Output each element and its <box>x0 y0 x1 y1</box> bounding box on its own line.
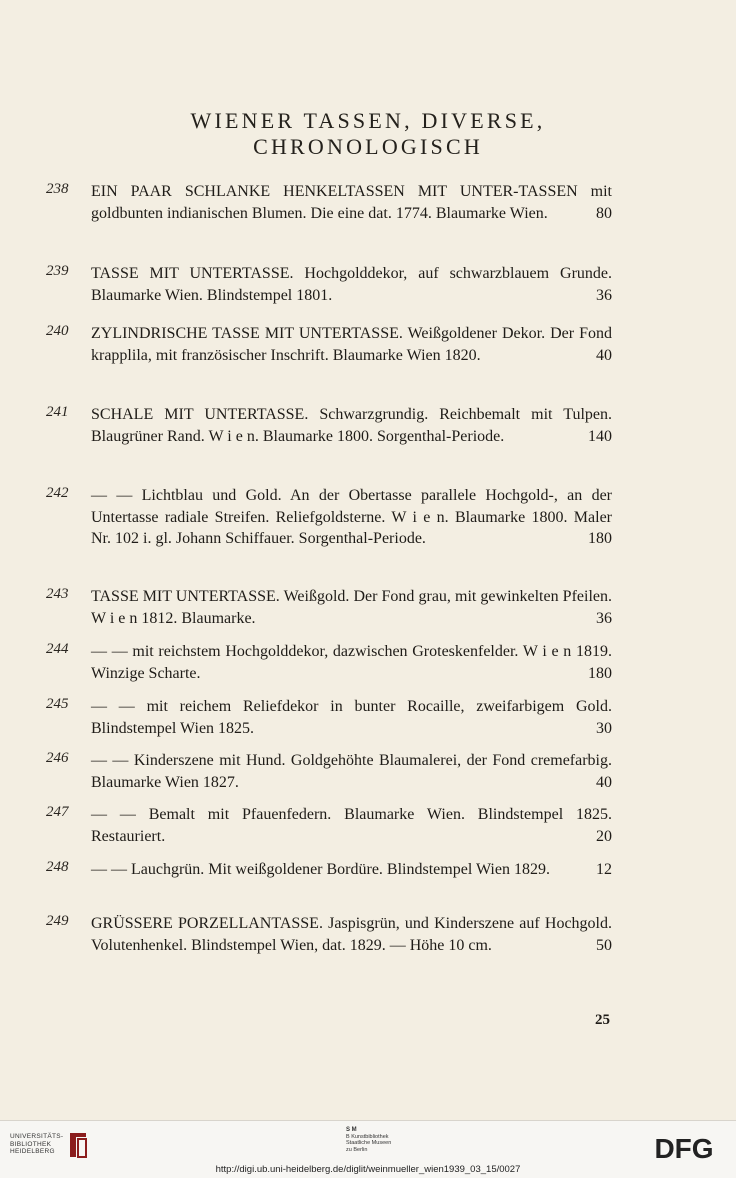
catalog-entry-249 <box>46 913 612 956</box>
entry-text: TASSE MIT UNTERTASSE. Hochgolddekor, auf schwarzblauem Grunde. Blaumarke Wien. Blindstempel 1801. <box>91 265 612 304</box>
catalog-entry-248 <box>46 859 612 881</box>
entry-price: 40 <box>596 346 612 364</box>
page-title-line-1: WIENER TASSEN, DIVERSE, <box>190 108 546 133</box>
catalog-entry-247 <box>46 804 612 847</box>
university-line-3: HEIDELBERG <box>10 1148 55 1155</box>
university-line-2: BIBLIOTHEK <box>10 1140 52 1148</box>
entry-text: — — Kinderszene mit Hund. Goldgehöhte Blaumalerei, der Fond cremefarbig. Blaumarke Wien 1827. <box>91 752 612 791</box>
catalog-entry-246 <box>46 750 612 793</box>
entry-number: 244 <box>46 641 69 657</box>
dfg-logo-text: DFG <box>654 1134 714 1162</box>
museum-mark: S M <box>346 1127 357 1133</box>
entry-text: — — Lauchgrün. Mit weißgoldener Bordüre. Blindstempel Wien 1829. <box>91 861 550 878</box>
catalog-entry-245 <box>46 696 612 739</box>
footer-bar <box>0 1120 736 1178</box>
entry-number: 242 <box>46 485 69 501</box>
entry-price: 36 <box>596 286 612 304</box>
museum-label <box>346 1127 391 1153</box>
entry-text: SCHALE MIT UNTERTASSE. Schwarzgrundig. Reichbemalt mit Tulpen. Blaugrüner Rand. W i e n. Blaumarke 1800. Sorgenthal-Periode. <box>91 406 612 445</box>
university-library-label[interactable] <box>10 1133 63 1156</box>
entry-price: 30 <box>596 719 612 737</box>
museum-line-3: zu Berlin <box>346 1146 368 1153</box>
entry-price: 140 <box>588 427 612 445</box>
entry-number: 239 <box>46 263 69 279</box>
entry-price: 80 <box>596 204 612 222</box>
entry-number: 248 <box>46 859 69 875</box>
entry-number: 243 <box>46 586 69 602</box>
source-url-link[interactable]: http://digi.ub.uni-heidelberg.de/diglit/weinmueller_wien1939_03_15/0027 <box>215 1164 521 1175</box>
university-logo-icon[interactable] <box>66 1131 90 1159</box>
museum-line-1: B Kunstbibliothek <box>346 1133 389 1140</box>
entry-number: 246 <box>46 750 69 766</box>
entry-text: — — Lichtblau und Gold. An der Obertasse parallele Hochgold-, an der Untertasse radiale Streifen. Reliefgoldsterne. W i e n. Blaumarke 1800. Maler Nr. 102 i. gl. Johann Schiffauer. Sorgenthal-Periode. <box>91 487 612 547</box>
dfg-logo-icon[interactable] <box>646 1134 722 1162</box>
university-line-1: UNIVERSITÄTS- <box>10 1133 64 1140</box>
catalog-entry-241 <box>46 404 612 447</box>
page-number: 25 <box>595 1012 610 1028</box>
entry-text: GRÜSSERE PORZELLANTASSE. Jaspisgrün, und Kinderszene auf Hochgold. Volutenhenkel. Blindstempel Wien, dat. 1829. — Höhe 10 cm. <box>91 915 612 954</box>
entry-price: 40 <box>596 773 612 791</box>
entry-number: 247 <box>46 804 69 820</box>
entry-number: 249 <box>46 913 69 929</box>
museum-line-2: Staatliche Museen <box>346 1140 392 1146</box>
catalog-entry-243 <box>46 586 612 629</box>
entry-number: 238 <box>46 181 69 197</box>
catalog-entry-244 <box>46 641 612 684</box>
entry-text: — — mit reichstem Hochgolddekor, dazwischen Groteskenfelder. W i e n 1819. Winzige Scharte. <box>91 643 612 682</box>
entry-price: 12 <box>596 861 612 878</box>
entry-text: ZYLINDRISCHE TASSE MIT UNTERTASSE. Weißgoldener Dekor. Der Fond krapplila, mit französischer Inschrift. Blaumarke Wien 1820. <box>91 325 612 364</box>
entry-price: 180 <box>588 664 612 682</box>
catalog-entry-238 <box>46 181 612 224</box>
entry-text: — — Bemalt mit Pfauenfedern. Blaumarke Wien. Blindstempel 1825. Restauriert. <box>91 806 612 845</box>
entry-price: 20 <box>596 827 612 845</box>
page-title-line-2: CHRONOLOGISCH <box>253 134 483 159</box>
entry-price: 36 <box>596 609 612 627</box>
catalog-entry-239 <box>46 263 612 306</box>
entry-price: 50 <box>596 936 612 954</box>
entry-text: — — mit reichem Reliefdekor in bunter Rocaille, zweifarbigem Gold. Blindstempel Wien 1825. <box>91 698 612 737</box>
entry-text: TASSE MIT UNTERTASSE. Weißgold. Der Fond grau, mit gewinkelten Pfeilen. W i e n 1812. Blaumarke. <box>91 588 612 627</box>
entry-number: 241 <box>46 404 69 420</box>
catalog-entry-240 <box>46 323 612 366</box>
entry-number: 245 <box>46 696 69 712</box>
entry-price: 180 <box>588 530 612 547</box>
entry-text: EIN PAAR SCHLANKE HENKELTASSEN MIT UNTER-TASSEN mit goldbunten indianischen Blumen. Die eine dat. 1774. Blaumarke Wien. <box>91 183 612 222</box>
entry-number: 240 <box>46 323 69 339</box>
catalog-entry-242 <box>46 485 612 550</box>
